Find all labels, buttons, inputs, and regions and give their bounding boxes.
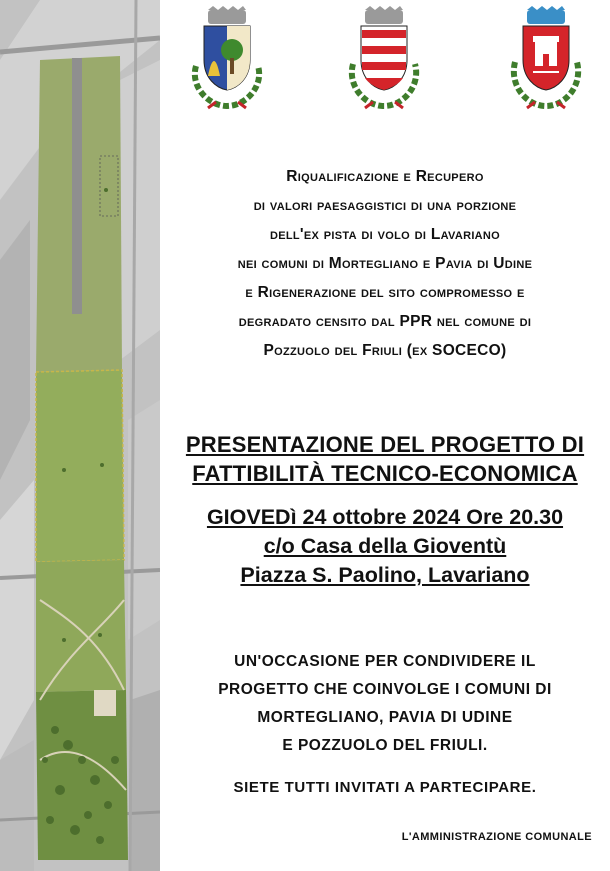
invitation-text: SIETE TUTTI INVITATI A PARTECIPARE. bbox=[233, 779, 537, 796]
event-venue: c/o Casa della Gioventù bbox=[263, 534, 507, 558]
crest-tower-icon bbox=[505, 6, 587, 110]
event-details bbox=[160, 503, 610, 590]
presentation-heading bbox=[160, 430, 610, 488]
signature: L'AMMINISTRAZIONE COMUNALE bbox=[401, 831, 592, 843]
opportunity-line: E POZZUOLO DEL FRIULI. bbox=[282, 737, 488, 754]
crest-stripes-icon bbox=[343, 6, 425, 110]
title-line: dell'ex pista di volo di Lavariano bbox=[269, 226, 501, 243]
opportunity-text bbox=[160, 648, 610, 760]
presentation-line: PRESENTAZIONE DEL PROGETTO DI bbox=[185, 432, 585, 457]
aerial-site-plan bbox=[0, 0, 160, 871]
opportunity-line: UN'OCCASIONE PER CONDIVIDERE IL bbox=[234, 653, 536, 670]
title-line: e Rigenerazione del sito compromesso e bbox=[245, 284, 525, 301]
crest-tree-icon bbox=[186, 6, 268, 110]
opportunity-line: MORTEGLIANO, PAVIA DI UDINE bbox=[257, 709, 513, 726]
title-line: degradato censito dal PPR nel comune di bbox=[238, 313, 532, 330]
event-address: Piazza S. Paolino, Lavariano bbox=[240, 563, 530, 587]
event-date-time: GIOVEDì 24 ottobre 2024 Ore 20.30 bbox=[206, 505, 564, 529]
title-line: Riqualificazione e Recupero bbox=[286, 168, 484, 185]
opportunity-line: PROGETTO CHE COINVOLGE I COMUNI DI bbox=[218, 681, 552, 698]
title-line: Pozzuolo del Friuli (ex SOCECO) bbox=[263, 342, 507, 359]
presentation-line: FATTIBILITÀ TECNICO-ECONOMICA bbox=[192, 461, 578, 486]
title-line: di valori paesaggistici di una porzione bbox=[253, 197, 517, 214]
project-title bbox=[160, 162, 610, 365]
title-line: nei comuni di Mortegliano e Pavia di Udine bbox=[237, 255, 533, 272]
